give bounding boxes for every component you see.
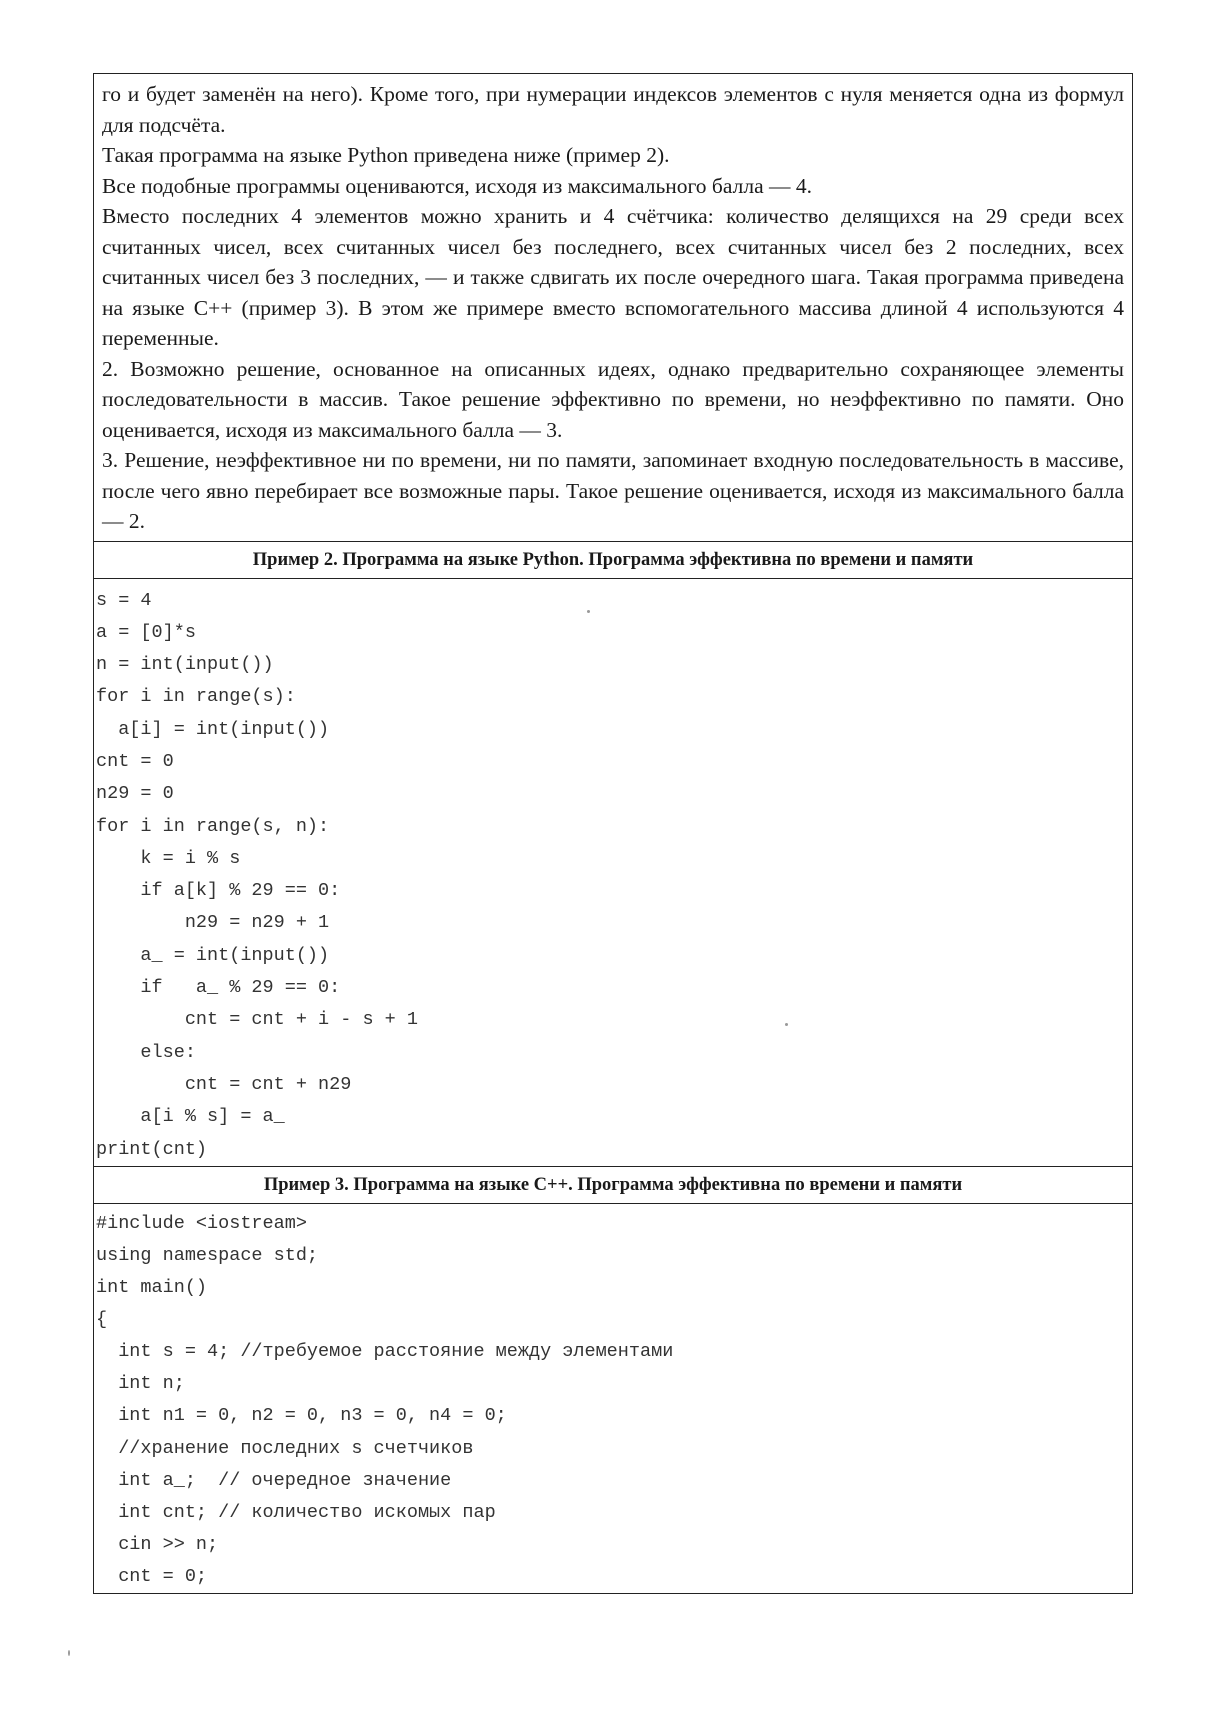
code-line: for i in range(s): xyxy=(96,686,296,708)
paragraph: го и будет заменён на него). Кроме того, при нумерации индексов элементов с нуля меняется одна из формул для подсчёта. xyxy=(102,82,1124,137)
code-line: int main() xyxy=(96,1277,208,1299)
code-line: a_ = int(input()) xyxy=(96,944,330,966)
paragraph: 2. Возможно решение, основанное на описанных идеях, однако предварительно сохраняющее элементы последовательности в массив. Такое решение эффективно по времени, но неэффективно по памяти. Оно оценивается, исходя из максимального балла — 3. xyxy=(102,356,1124,442)
code-line: a[i] = int(input()) xyxy=(96,718,330,740)
code-line: cin >> n; xyxy=(96,1533,219,1555)
code-line: if a[k] % 29 == 0: xyxy=(96,880,341,902)
paragraph: Такая программа на языке Python приведена ниже (пример 2). xyxy=(102,143,670,167)
code-line: for i in range(s, n): xyxy=(96,815,330,837)
code-line: int cnt; // количество искомых пар xyxy=(96,1501,496,1523)
code-line: cnt = cnt + i - s + 1 xyxy=(96,1009,418,1031)
code-line: a[i % s] = a_ xyxy=(96,1106,285,1128)
document-frame xyxy=(93,73,1133,1594)
scan-speck xyxy=(68,1650,70,1656)
code-line: #include <iostream> xyxy=(96,1212,307,1234)
code-line: { xyxy=(96,1309,108,1331)
code-line: using namespace std; xyxy=(96,1244,319,1266)
example3-code xyxy=(94,1204,1132,1593)
code-line: else: xyxy=(96,1041,196,1063)
code-line: cnt = cnt + n29 xyxy=(96,1073,352,1095)
scan-speck xyxy=(785,1023,788,1026)
code-line: k = i % s xyxy=(96,847,241,869)
code-line: //хранение последних s счетчиков xyxy=(96,1437,474,1459)
code-line: n29 = n29 + 1 xyxy=(96,912,330,934)
code-line: print(cnt) xyxy=(96,1138,208,1160)
example2-code xyxy=(94,579,1132,1166)
code-line: s = 4 xyxy=(96,589,152,611)
example3-title: Пример 3. Программа на языке C++. Программа эффективна по времени и памяти xyxy=(94,1166,1132,1204)
code-line: n29 = 0 xyxy=(96,783,174,805)
code-line: int n1 = 0, n2 = 0, n3 = 0, n4 = 0; xyxy=(96,1405,507,1427)
code-line: int n; xyxy=(96,1373,185,1395)
paragraph: Вместо последних 4 элементов можно хранить и 4 счётчика: количество делящихся на 29 среди всех считанных чисел, всех считанных чисел без последнего, всех считанных чисел без 2 последних, всех считанных чисел без 3 последних, — и также сдвигать их после очередного шага. Такая программа приведена на языке C++ (пример 3). В этом же примере вместо вспомогательного массива длиной 4 используются 4 переменные. xyxy=(102,204,1124,350)
code-line: int a_; // очередное значение xyxy=(96,1469,452,1491)
code-line: n = int(input()) xyxy=(96,654,274,676)
code-line: int s = 4; //требуемое расстояние между элементами xyxy=(96,1341,674,1363)
code-line: cnt = 0 xyxy=(96,750,174,772)
code-line: if a_ % 29 == 0: xyxy=(96,977,341,999)
code-line: a = [0]*s xyxy=(96,621,196,643)
paragraph: Все подобные программы оцениваются, исходя из максимального балла — 4. xyxy=(102,173,812,198)
scan-speck xyxy=(587,610,590,613)
explanation-text xyxy=(94,74,1132,541)
paragraph: 3. Решение, неэффективное ни по времени, ни по памяти, запоминает входную последовательность в массиве, после чего явно перебирает все возможные пары. Такое решение оценивается, исходя из максимального балла — 2. xyxy=(102,448,1124,533)
example2-title: Пример 2. Программа на языке Python. Программа эффективна по времени и памяти xyxy=(94,541,1132,579)
code-line: cnt = 0; xyxy=(96,1565,208,1587)
